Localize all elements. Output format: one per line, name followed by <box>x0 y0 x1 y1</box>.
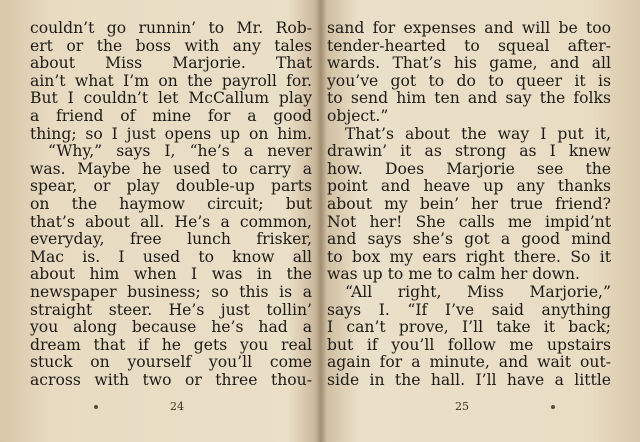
text-line: across with two or three thou- <box>30 370 312 389</box>
text-line: But I couldn’t let McCallum play <box>30 89 312 108</box>
text-line: ert or the boss with any tales <box>30 36 312 55</box>
text-line: stuck on yourself you’ll come <box>30 353 312 372</box>
text-line: was up to me to calm her down. <box>327 265 580 284</box>
text-line: object.” <box>327 106 389 125</box>
text-line: everyday, free lunch frisker, <box>30 230 312 249</box>
text-line: you along because he’s had a <box>30 318 312 337</box>
text-line: a friend of mine for a good <box>30 106 312 125</box>
text-line: about Miss Marjorie. That <box>30 54 312 73</box>
text-line: how. Does Marjorie see the <box>327 159 611 178</box>
text-line: point and heave up any thanks <box>327 177 611 196</box>
text-line: tender-hearted to squeal after- <box>327 36 611 55</box>
print-speck <box>551 405 555 409</box>
text-line: to box my ears right there. So it <box>327 247 611 266</box>
print-speck <box>94 405 98 409</box>
text-line: and says she’s got a good mind <box>327 230 611 249</box>
text-line: straight steer. He’s just tollin’ <box>30 300 312 319</box>
text-line: to send him ten and say the folks <box>327 89 611 108</box>
left-page-text <box>30 20 312 389</box>
text-line: drawin’ it as strong as I knew <box>327 142 611 161</box>
text-line: That’s about the way I put it, <box>345 124 611 143</box>
text-line: couldn’t go runnin’ to Mr. Rob- <box>30 19 312 37</box>
text-line: spear, or play double-up parts <box>30 177 312 196</box>
text-line: thing; so I just opens up on him. <box>30 124 312 143</box>
text-line: dream that if he gets you real <box>30 335 312 354</box>
page-number: 24 <box>170 400 184 413</box>
text-line: “Why,” says I, “he’s a never <box>48 142 312 161</box>
text-line: on the haymow circuit; but <box>30 194 312 213</box>
text-line: but if you’ll follow me upstairs <box>327 335 611 354</box>
text-line: that’s about all. He’s a common, <box>30 212 312 231</box>
page-number: 25 <box>455 400 469 413</box>
text-line: side in the hall. I’ll have a little <box>327 370 611 389</box>
text-line: about him when I was in the <box>30 265 312 284</box>
text-line: ain’t what I’m on the payroll for. <box>30 71 312 90</box>
left-page <box>0 0 318 442</box>
text-line: Not her! She calls me impid’nt <box>327 212 611 231</box>
text-line: says I. “If I’ve said anything <box>327 300 611 319</box>
text-line: you’ve got to do to queer it is <box>327 71 611 90</box>
text-line: newspaper business; so this is a <box>30 282 312 301</box>
text-line: I can’t prove, I’ll take it back; <box>327 318 611 337</box>
text-line: about my bein’ her true friend? <box>327 194 611 213</box>
text-line: wards. That’s his game, and all <box>327 54 611 73</box>
text-line: “All right, Miss Marjorie,” <box>345 282 611 301</box>
right-page-text <box>327 20 611 389</box>
text-line: Mac is. I used to know all <box>30 247 312 266</box>
text-line: sand for expenses and will be too <box>327 19 611 37</box>
text-line: again for a minute, and wait out- <box>327 353 611 372</box>
right-page <box>324 0 640 442</box>
text-line: was. Maybe he used to carry a <box>30 159 312 178</box>
